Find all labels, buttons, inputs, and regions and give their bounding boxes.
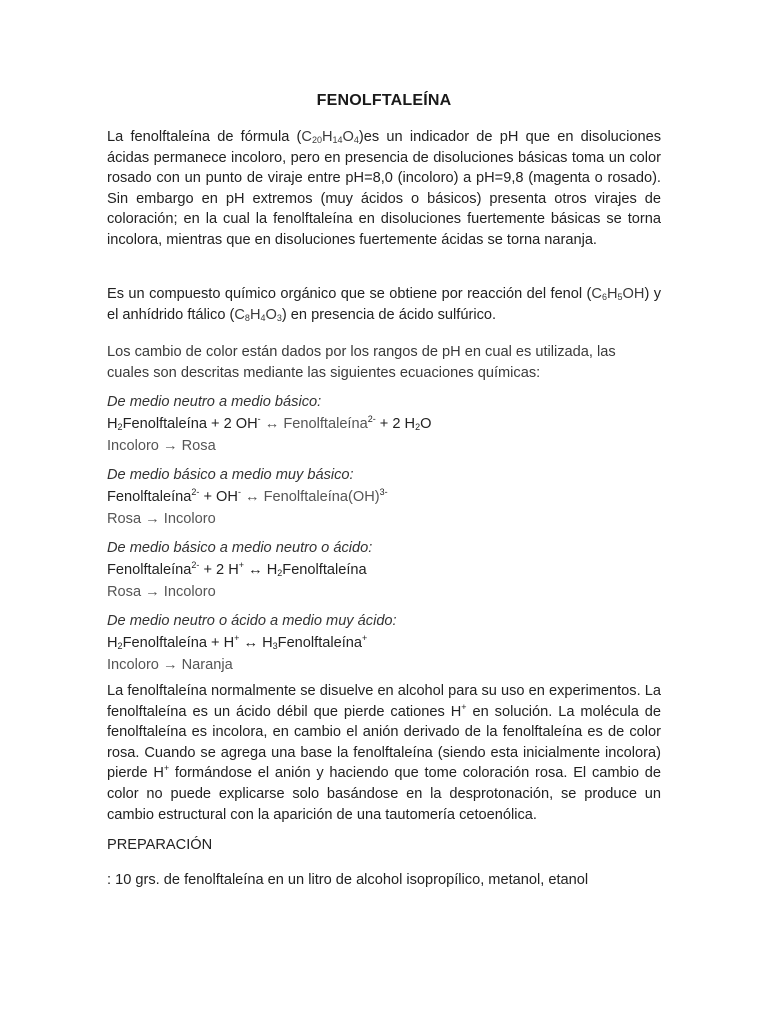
formula-subscript: 3 bbox=[276, 312, 282, 323]
eq-part: Fenolftaleína + H bbox=[122, 635, 235, 651]
paragraph-synthesis bbox=[107, 284, 661, 325]
formula-subscript: 8 bbox=[244, 312, 250, 323]
synthesis-text-c: ) en presencia de ácido sulfúrico. bbox=[281, 306, 497, 323]
eq-superscript: + bbox=[234, 633, 240, 643]
formula-subscript: 14 bbox=[332, 135, 343, 145]
eq-part: Fenolftaleína bbox=[277, 635, 363, 651]
preparation-text: : 10 grs. de fenolftaleína en un litro de alcohol isopropílico, metanol, etanol bbox=[107, 872, 589, 888]
color-change-label: Rosa → Incoloro bbox=[107, 584, 216, 600]
synthesis-text-a: Es un compuesto químico orgánico que se obtiene por reacción del fenol ( bbox=[107, 286, 592, 302]
eq-part: O bbox=[420, 416, 432, 432]
eq-superscript: - bbox=[237, 487, 241, 497]
formula-element: C bbox=[301, 129, 312, 145]
eq-subscript: 2 bbox=[415, 422, 421, 432]
eq-part: ↔ Fenolftaleína(OH) bbox=[240, 489, 380, 505]
reaction-equation bbox=[107, 562, 367, 578]
eq-subscript: 2 bbox=[117, 422, 123, 432]
reaction-heading: De medio básico a medio muy básico: bbox=[107, 467, 354, 483]
eq-part: ↔ H bbox=[244, 562, 278, 578]
usage-text-a: La fenolftaleína normalmente se disuelve en alcohol para su uso en experimentos. La fenolftaleína es un ácido débil que pierde cationes H bbox=[107, 683, 661, 720]
formula-subscript: 5 bbox=[617, 292, 623, 302]
color-change-label: Incoloro → Naranja bbox=[107, 657, 233, 673]
usage-superscript: + bbox=[163, 763, 170, 774]
formula-element: H bbox=[606, 286, 618, 302]
eq-part: Fenolftaleína bbox=[107, 489, 192, 505]
usage-superscript: + bbox=[461, 701, 467, 712]
color-change-label: Rosa → Incoloro bbox=[107, 511, 216, 527]
color-change-label: Incoloro → Rosa bbox=[107, 438, 216, 454]
formula-element: H bbox=[321, 129, 333, 145]
paragraph-color-changes: Los cambio de color están dados por los rangos de pH en cual es utilizada, las cuales son descritas mediante las siguientes ecuaciones químicas: bbox=[107, 344, 616, 381]
eq-subscript: 2 bbox=[117, 641, 123, 651]
formula-element: C bbox=[234, 306, 245, 323]
intro-text-b: )es un indicador de pH que en disoluciones ácidas permanece incoloro, pero en presencia de disoluciones básicas toma un color rosado con un punto de viraje entre pH=8,0 (incoloro) a pH=9,8 (magenta o rosado). Sin embargo en pH extremos (muy ácidos o básicos) presenta otros virajes de coloración; en la cual la fenolftaleína en disoluciones fuertemente básicas se torna incolora, mientras que en disoluciones fuertemente ácidas se torna naranja. bbox=[107, 129, 661, 248]
formula-element: H bbox=[249, 306, 261, 323]
eq-superscript: + bbox=[362, 633, 368, 643]
formula-element: C bbox=[591, 286, 602, 302]
eq-part: + 2 H bbox=[199, 562, 239, 578]
eq-subscript: 2 bbox=[277, 568, 283, 578]
eq-part: Fenolftaleína bbox=[107, 562, 192, 578]
formula-subscript: 20 bbox=[311, 135, 322, 145]
eq-part: + 2 H bbox=[375, 416, 416, 432]
formula-subscript: 6 bbox=[601, 292, 607, 302]
reaction-equation bbox=[107, 416, 431, 432]
eq-superscript: 2- bbox=[367, 414, 376, 424]
formula-subscript: 4 bbox=[260, 312, 266, 323]
eq-superscript: + bbox=[238, 560, 245, 570]
eq-superscript: 3- bbox=[379, 487, 388, 497]
eq-superscript: 2- bbox=[191, 560, 200, 570]
eq-superscript: - bbox=[257, 414, 261, 424]
formula-element: O bbox=[342, 129, 354, 145]
synthesis-text-b: ) y el anhídrido ftálico ( bbox=[107, 286, 661, 323]
eq-part: Fenolftaleína bbox=[282, 562, 367, 578]
formula-element: OH bbox=[622, 286, 645, 302]
eq-part: H bbox=[107, 635, 118, 651]
paragraph-intro bbox=[107, 127, 661, 251]
formula-phenol bbox=[591, 286, 644, 302]
eq-part: ↔ H bbox=[239, 635, 273, 651]
eq-part: + OH bbox=[199, 489, 238, 505]
formula-element: O bbox=[265, 306, 277, 323]
eq-part: Fenolftaleína + 2 OH bbox=[122, 416, 258, 432]
intro-text-a: La fenolftaleína de fórmula ( bbox=[107, 129, 302, 145]
reaction-heading: De medio neutro a medio básico: bbox=[107, 394, 322, 410]
formula-phthalic-anhydride bbox=[234, 307, 282, 323]
formula-c20h14o4 bbox=[301, 129, 359, 145]
reaction-equation bbox=[107, 635, 367, 651]
section-heading-preparation: PREPARACIÓN bbox=[107, 837, 213, 853]
eq-subscript: 3 bbox=[272, 641, 278, 651]
usage-text-b: en solución. La molécula de fenolftaleína es incolora, en cambio el anión derivado de la fenolftaleína es de color rosa. Cuando se agrega una base la fenolftaleína (siendo esta inicialmente incolora) pierde H bbox=[107, 703, 661, 782]
eq-superscript: 2- bbox=[191, 487, 200, 497]
formula-subscript: 4 bbox=[353, 135, 359, 145]
usage-text-c: formándose el anión y haciendo que tome coloración rosa. El cambio de color no puede explicarse solo basándose en la desprotonación, se produce un cambio estructural con la aparición de una tautomería cetoenólica. bbox=[107, 765, 661, 823]
reaction-equation bbox=[107, 489, 388, 505]
eq-part: ↔ Fenolftaleína bbox=[260, 416, 368, 432]
document-title: FENOLFTALEÍNA bbox=[316, 92, 452, 109]
reaction-heading: De medio neutro o ácido a medio muy ácido: bbox=[107, 613, 397, 629]
eq-part: H bbox=[107, 416, 118, 432]
reaction-heading: De medio básico a medio neutro o ácido: bbox=[107, 540, 373, 556]
paragraph-usage bbox=[107, 681, 661, 825]
